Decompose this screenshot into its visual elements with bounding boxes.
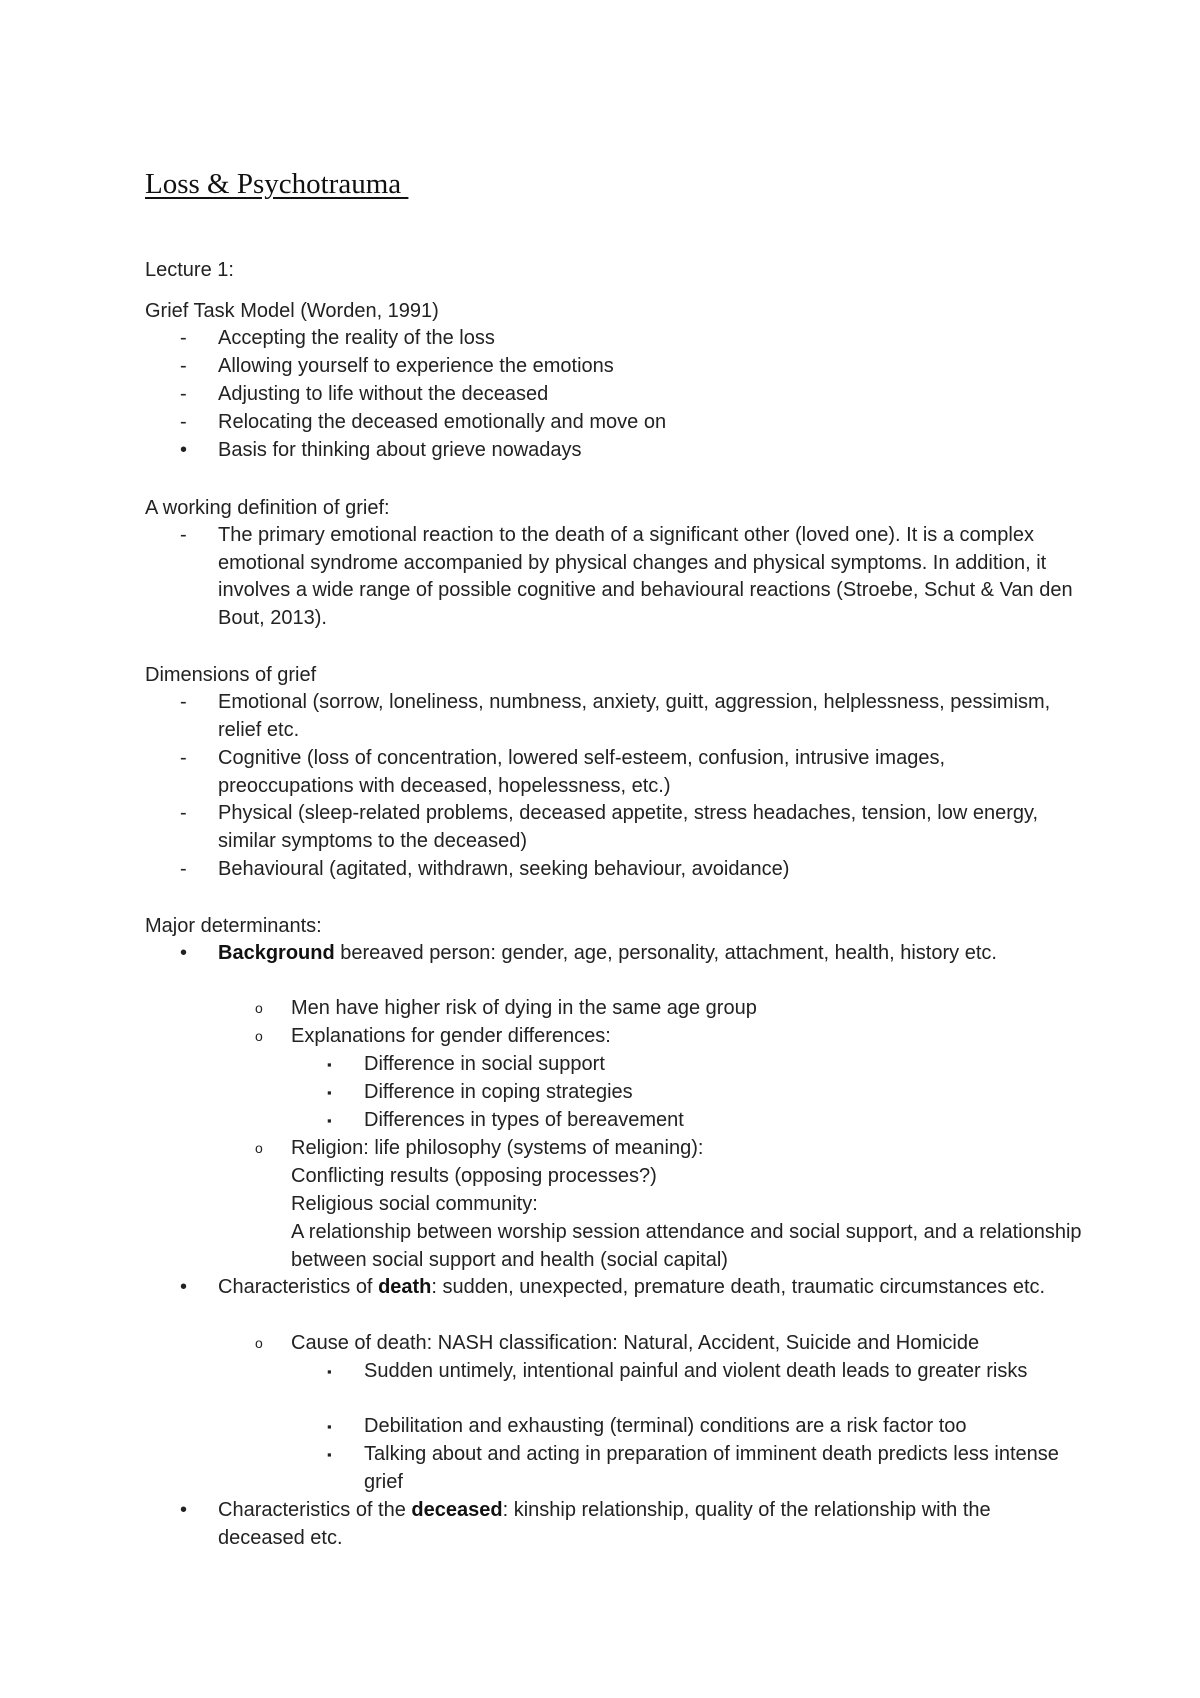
list-item: ▪ Difference in coping strategies [364, 1079, 1084, 1107]
list-item: - Accepting the reality of the loss [218, 325, 1078, 353]
circle-marker: o [255, 1335, 263, 1351]
lecture-label: Lecture 1: [145, 259, 234, 281]
circle-marker: o [255, 1140, 263, 1156]
list-item: o Cause of death: NASH classification: Natural, Accident, Suicide and Homicide [291, 1330, 1091, 1358]
list-item: o Religion: life philosophy (systems of meaning): [291, 1135, 1091, 1163]
list-item: o Explanations for gender differences: [291, 1023, 1091, 1051]
dimensions-heading: Dimensions of grief [145, 664, 317, 686]
list-item: - Emotional (sorrow, loneliness, numbness, anxiety, guitt, aggression, helplessness, pessimism, relief etc. [180, 691, 1051, 741]
dash-marker: - [180, 747, 187, 769]
list-item: - Cognitive (loss of concentration, lowered self-esteem, confusion, intrusive images, preoccupations with deceased, hopelessness, etc.) [180, 747, 946, 797]
dash-marker: - [180, 327, 187, 349]
list-item: - Physical (sleep-related problems, deceased appetite, stress headaches, tension, low energy, similar symptoms to the deceased) [180, 802, 1039, 852]
circle-marker: o [255, 1028, 263, 1044]
dash-marker: - [180, 383, 187, 405]
dash-marker: - [180, 411, 187, 433]
square-marker: ▪ [327, 1447, 332, 1462]
list-item: • Background bereaved person: gender, age, personality, attachment, health, history etc. [218, 940, 1078, 968]
list-item: • Characteristics of death: sudden, unexpected, premature death, traumatic circumstances etc. [218, 1274, 1078, 1302]
paragraph-line: A relationship between worship session attendance and social support, and a relationship between social support and health (social capital) [291, 1221, 1082, 1271]
list-item: - Adjusting to life without the deceased [218, 381, 1078, 409]
dash-marker: - [180, 802, 187, 824]
grief-task-heading: Grief Task Model (Worden, 1991) [145, 300, 439, 322]
square-marker: ▪ [327, 1057, 332, 1072]
paragraph-line: Conflicting results (opposing processes?) [291, 1165, 657, 1187]
definition-heading: A working definition of grief: [145, 497, 390, 519]
list-item: ▪ Sudden untimely, intentional painful and violent death leads to greater risks [364, 1358, 1084, 1386]
bullet-marker: • [180, 1276, 188, 1298]
list-item: o Men have higher risk of dying in the same age group [291, 995, 1091, 1023]
square-marker: ▪ [327, 1113, 332, 1128]
list-item: • Characteristics of the deceased: kinship relationship, quality of the relationship with the deceased etc. [180, 1499, 991, 1549]
square-marker: ▪ [327, 1419, 332, 1434]
dash-marker: - [180, 691, 187, 713]
dash-marker: - [180, 858, 187, 880]
list-item: - Behavioural (agitated, withdrawn, seeking behaviour, avoidance) [218, 856, 1078, 884]
list-item: • Basis for thinking about grieve nowadays [218, 437, 1078, 465]
dash-marker: - [180, 355, 187, 377]
list-item: - Allowing yourself to experience the emotions [218, 353, 1078, 381]
square-marker: ▪ [327, 1085, 332, 1100]
bullet-marker: • [180, 439, 188, 461]
list-item: ▪ Debilitation and exhausting (terminal) conditions are a risk factor too [364, 1413, 1084, 1441]
paragraph-line: Religious social community: [291, 1193, 538, 1215]
bullet-marker: • [180, 1499, 188, 1521]
list-item: ▪ Differences in types of bereavement [364, 1107, 1084, 1135]
list-item: - Relocating the deceased emotionally and move on [218, 409, 1078, 437]
document-title: Loss & Psychotrauma [145, 168, 409, 200]
list-item: ▪ Difference in social support [364, 1051, 1084, 1079]
dash-marker: - [180, 524, 187, 546]
determinants-heading: Major determinants: [145, 915, 322, 937]
bullet-marker: • [180, 942, 188, 964]
list-item: - The primary emotional reaction to the death of a significant other (loved one). It is a complex emotional syndrome accompanied by physical changes and physical symptoms. In addition, it involves a wide range of possible cognitive and behavioural reactions (Stroebe, Schut & Van den Bout, 2013). [180, 524, 1073, 629]
square-marker: ▪ [327, 1364, 332, 1379]
list-item: ▪ Talking about and acting in preparation of imminent death predicts less intense grief [327, 1443, 1059, 1493]
circle-marker: o [255, 1000, 263, 1016]
